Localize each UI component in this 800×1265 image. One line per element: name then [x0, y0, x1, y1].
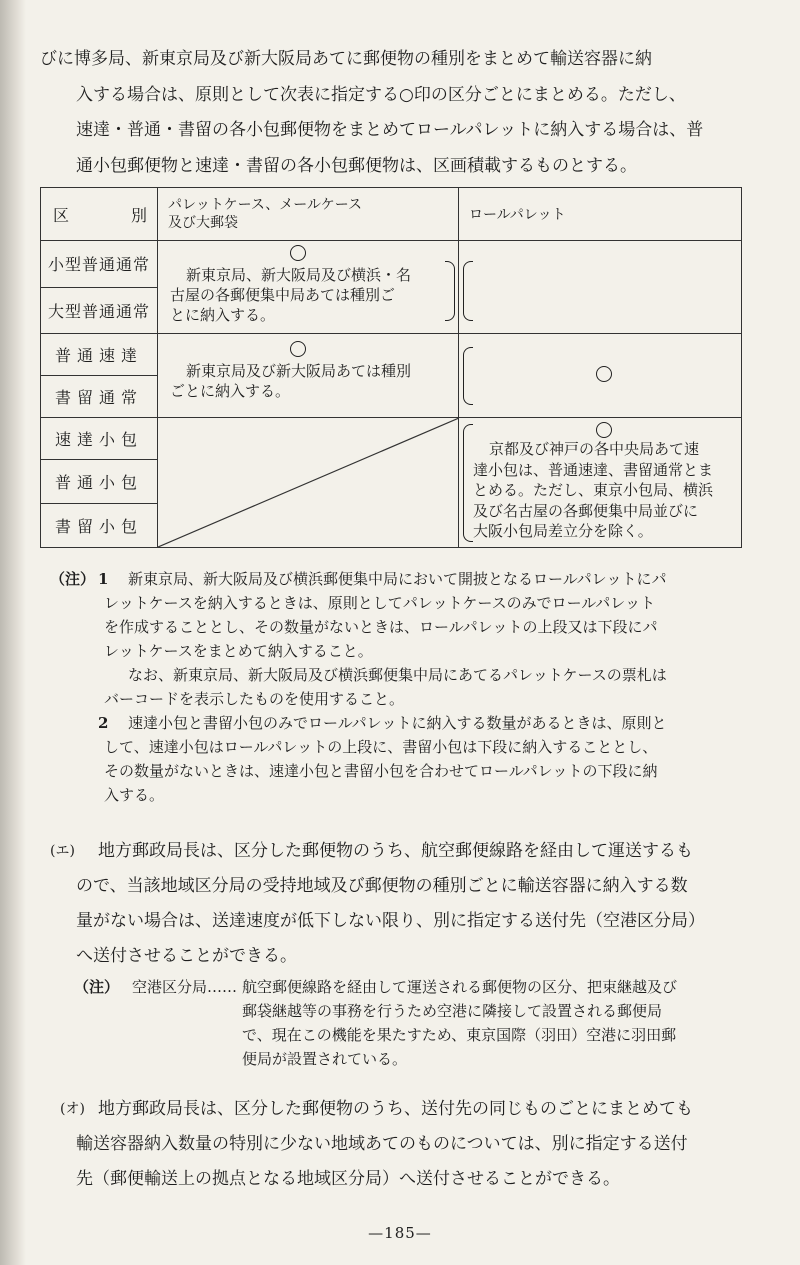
note-label: （注） — [74, 978, 120, 996]
section-marker: (エ) — [50, 843, 75, 859]
section-line: 地方郵政局長は、区分した郵便物のうち、送付先の同じものごとにまとめても — [98, 1099, 693, 1119]
row-label: 小型普通通常 — [41, 241, 158, 288]
header-case-line1: パレットケース、メールケース — [168, 197, 363, 213]
section-line: 量がない場合は、送達速度が低下しない限り、別に指定する送付先（空港区分局） — [76, 911, 705, 931]
classification-table — [40, 187, 742, 548]
note-line: その数量がないときは、速達小包と書留小包を合わせてロールパレットの下段に納 — [104, 762, 658, 780]
row-label: 速達小包 — [41, 418, 158, 460]
note-line: 航空郵便線路を経由して運送される郵便物の区分、把束継越及び — [242, 978, 678, 996]
note-line: 新東京局、新大阪局及び横浜郵便集中局において開披となるロールパレットにパ — [128, 570, 667, 588]
note-line: レットケースをまとめて納入すること。 — [104, 642, 373, 660]
group3-line: 大阪小包局差立分を除く。 — [473, 522, 653, 540]
group3-line: 京都及び神戸の各中央局あて速 — [489, 440, 700, 458]
group2-roll-cell — [459, 334, 742, 418]
note-1 — [40, 567, 760, 711]
group1-roll-cell — [459, 241, 742, 334]
section-o — [40, 1092, 760, 1197]
row-label: 書留通常 — [41, 376, 158, 418]
note-line: 便局が設置されている。 — [242, 1050, 408, 1068]
left-brace — [463, 424, 473, 542]
group3-line: 達小包は、普通速達、書留通常とま — [473, 460, 714, 479]
table-row — [41, 418, 742, 460]
circle-mark — [596, 422, 612, 438]
note-2 — [40, 711, 760, 807]
group1-case-cell — [158, 241, 459, 334]
group2-line: 新東京局及び新大阪局あては種別 — [186, 361, 412, 380]
note-line: レットケースを納入するときは、原則としてパレットケースのみでロールパレット — [104, 594, 656, 612]
header-category-left: 区 — [53, 205, 70, 225]
row-label: 普通速達 — [41, 334, 158, 376]
group2-line: ごとに納入する。 — [170, 381, 291, 400]
section-line: 地方郵政局長は、区分した郵便物のうち、航空郵便線路を経由して運送するも — [98, 841, 693, 861]
header-case — [158, 188, 459, 241]
header-roll-label: ロールパレット — [469, 207, 566, 223]
group1-line: 古屋の各郵便集中局あては種別ご — [170, 286, 396, 304]
section-e — [40, 834, 760, 974]
intro-line: 通小包郵便物と速達・書留の各小包郵便物は、区画積載するものとする。 — [76, 155, 637, 176]
right-brace — [445, 261, 455, 321]
table-notes — [40, 567, 760, 807]
intro-line: 速達・普通・書留の各小包郵便物をまとめてロールパレットに納入する場合は、普 — [76, 120, 704, 140]
table-header-row — [41, 188, 742, 241]
row-label: 普通小包 — [41, 460, 158, 503]
header-roll — [459, 188, 742, 241]
group3-roll-text — [473, 439, 713, 542]
header-category — [41, 188, 158, 241]
header-category-right: 別 — [130, 205, 147, 225]
group2-case-text — [170, 361, 411, 401]
circle-mark — [290, 245, 306, 261]
row-label: 大型普通通常 — [41, 287, 158, 334]
note-number: 1 — [98, 570, 109, 588]
intro-line: びに博多局、新東京局及び新大阪局あてに郵便物の種別をまとめて輸送容器に納 — [40, 49, 652, 69]
group3-line: とめる。ただし、東京小包局、横浜 — [473, 481, 714, 499]
page-edge-shadow — [0, 0, 26, 1265]
section-line: ので、当該地域区分局の受持地域及び郵便物の種別ごとに輸送容器に納入する数 — [76, 876, 688, 896]
group1-case-text — [170, 265, 411, 325]
note-line: 入する。 — [104, 786, 165, 804]
left-brace — [463, 261, 473, 321]
group1-line: 新東京局、新大阪局及び横浜・名 — [186, 266, 412, 284]
header-case-line2: 及び大郵袋 — [168, 215, 238, 231]
note-line: バーコードを表示したものを使用すること。 — [104, 690, 405, 708]
note-number: 2 — [98, 714, 109, 732]
section-e-note — [40, 975, 760, 1071]
section-line: へ送付させることができる。 — [76, 946, 297, 966]
diagonal-slash — [158, 418, 459, 547]
section-line: 先（郵便輸送上の拠点となる地域区分局）へ送付させることができる。 — [76, 1169, 620, 1189]
section-line: 輸送容器納入数量の特別に少ない地域あてのものについては、別に指定する送付 — [76, 1134, 688, 1154]
group3-line: 及び名古屋の各郵便集中局並びに — [473, 501, 699, 520]
note-line: 速達小包と書留小包のみでロールパレットに納入する数量があるときは、原則と — [128, 714, 667, 732]
table-row — [41, 334, 742, 376]
group1-line: とに納入する。 — [170, 306, 276, 324]
circle-mark — [596, 366, 612, 382]
note-line: して、速達小包はロールパレットの上段に、書留小包は下段に納入することとし、 — [104, 738, 658, 756]
page-number: —185— — [368, 1224, 432, 1242]
table-row — [41, 241, 742, 288]
section-marker: (オ) — [60, 1101, 85, 1117]
group3-roll-cell — [459, 418, 742, 548]
left-brace — [463, 347, 473, 405]
group3-case-cell — [158, 418, 459, 548]
circle-mark — [290, 341, 306, 357]
note-line: で、現在この機能を果たすため、東京国際（羽田）空港に羽田郵 — [242, 1026, 677, 1044]
intro-line: 入する場合は、原則として次表に指定する○印の区分ごとにまとめる。ただし、 — [76, 84, 686, 105]
row-label: 書留小包 — [41, 503, 158, 547]
note-line: なお、新東京局、新大阪局及び横浜郵便集中局にあてるパレットケースの票札は — [128, 666, 667, 684]
note-term: 空港区分局…… — [132, 978, 238, 996]
note-line: を作成することとし、その数量がないときは、ロールパレットの上段又は下段にパ — [104, 618, 658, 636]
note-label: （注） — [50, 570, 96, 588]
group2-case-cell — [158, 334, 459, 418]
note-line: 郵袋継越等の事務を行うため空港に隣接して設置される郵便局 — [242, 1002, 663, 1020]
intro-paragraph — [40, 42, 760, 184]
